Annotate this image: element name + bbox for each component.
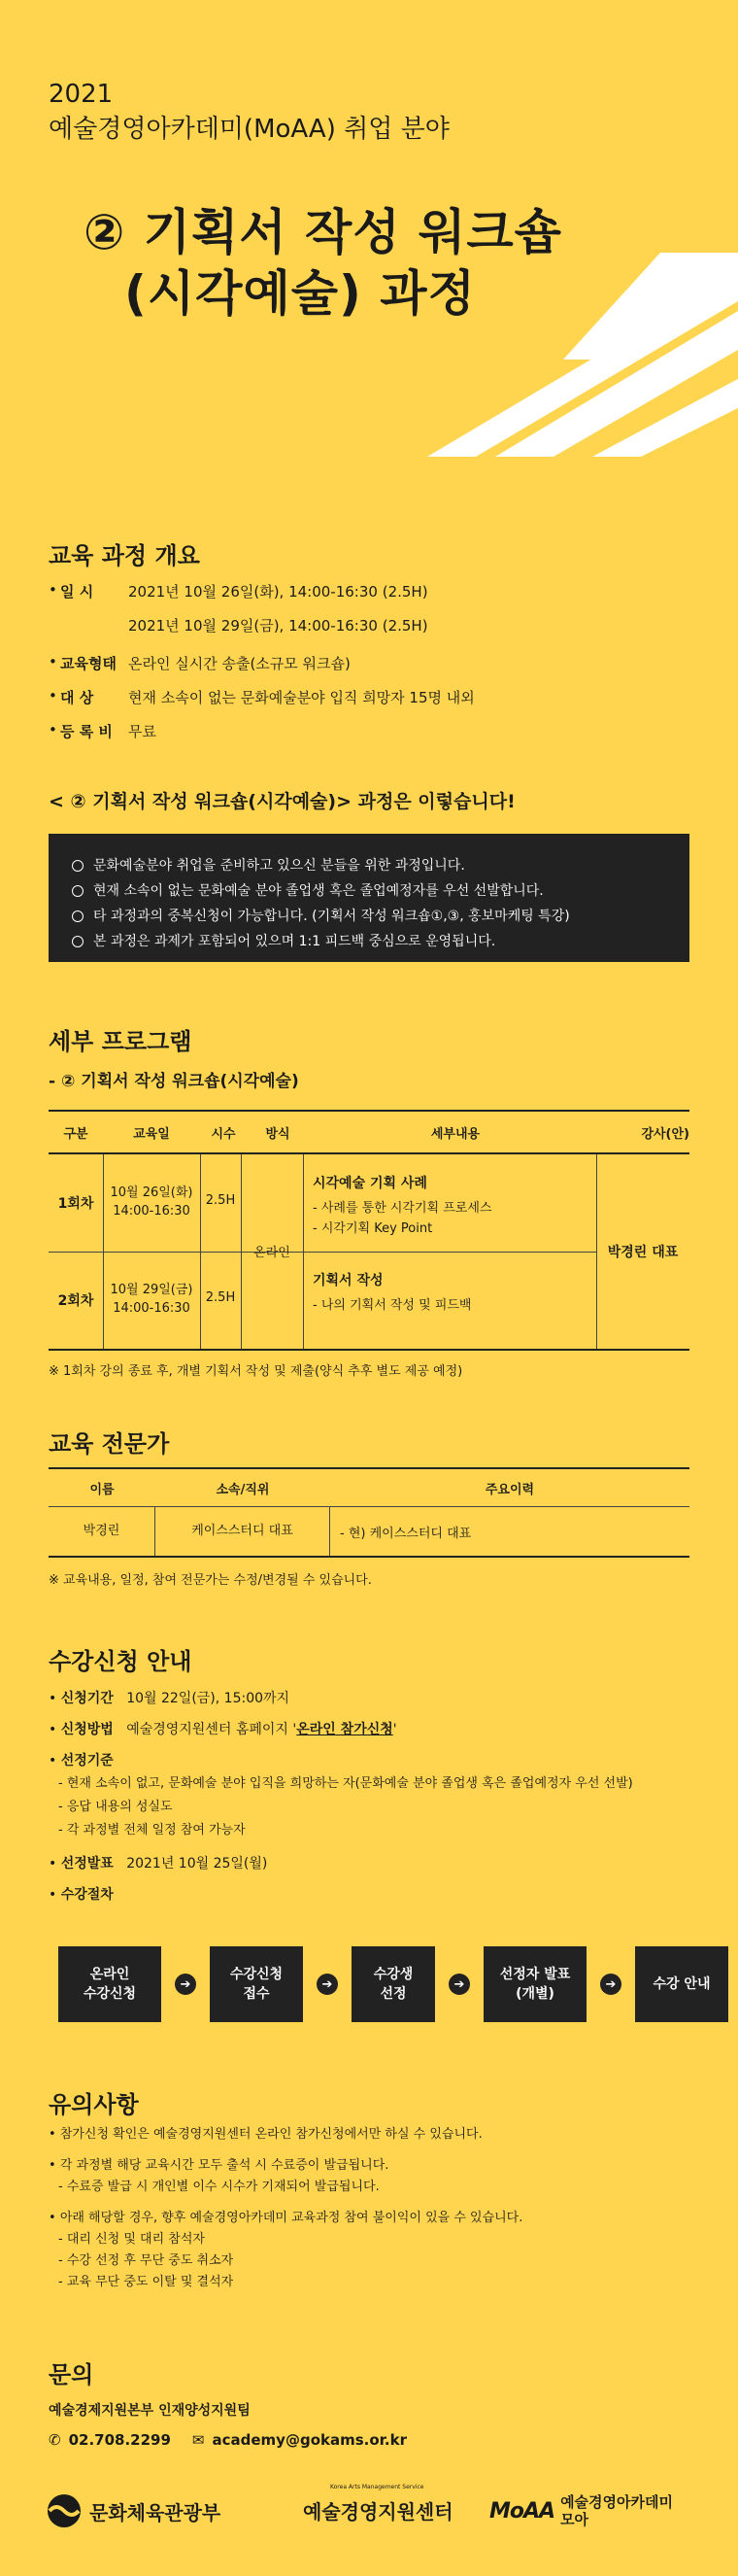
row2-hours: 2.5H xyxy=(205,1290,236,1305)
page-title-line2: (시각예술) 과정 xyxy=(124,265,476,322)
overview-item: • 교육형태 온라인 실시간 송출(소규모 워크숍) xyxy=(49,653,351,672)
circle-icon xyxy=(72,885,84,897)
experts-note: ※ 교육내용, 일정, 참여 전문가는 수정/변경될 수 있습니다. xyxy=(49,1573,372,1588)
header-subtitle: 예술경영아카데미(MoAA) 취업 분야 xyxy=(49,115,450,144)
intro-heading: < ② 기획서 작성 워크숍(시각예술)> 과정은 이렇습니다! xyxy=(49,791,516,812)
step-announce: 선정자 발표 (개별) xyxy=(484,1946,587,2022)
arrow-right-icon: ➔ xyxy=(175,1974,196,1995)
overview-list xyxy=(49,581,689,741)
arrow-right-icon: ➔ xyxy=(317,1974,338,1995)
overview-title: 교육 과정 개요 xyxy=(49,542,200,569)
row1-date: 10월 26일(화) 14:00-16:30 xyxy=(110,1185,193,1219)
program-subtitle: - ② 기획서 작성 워크숍(시각예술) xyxy=(49,1072,299,1091)
intro-box xyxy=(49,834,689,962)
notes-title: 유의사항 xyxy=(49,2091,139,2118)
row1-no: 1회차 xyxy=(57,1196,94,1212)
notes-item: • 참가신청 확인은 예술경영지원센터 온라인 참가신청에서만 하실 수 있습니다. xyxy=(49,2127,483,2142)
circle-icon xyxy=(72,910,84,922)
intro-item: 본 과정은 과제가 포함되어 있으며 1:1 피드백 중심으로 운영됩니다. xyxy=(72,929,666,954)
apply-steps xyxy=(58,1946,728,2022)
notes-list: • 참가신청 확인은 예술경영지원센터 온라인 참가신청에서만 하실 수 있습니다. • 각 과정별 해당 교육시간 모두 출석 시 수료증이 발급됩니다. - 수료증 발급 시 개인별 이수 시수가 기재되어 발급됩니다. • 아래 해당할 경우, 향후 예술경영아카데미 교육과정 참여 불이익이 있을 수 있습니다. - 대리 신청 및 대리 참석자 - 수강 선정 후 무단 중도 취소자 - 교육 무단 중도 이탈 및 결석자 xyxy=(49,2124,709,2293)
circle-icon xyxy=(72,860,84,872)
program-body xyxy=(49,1154,689,1349)
intro-item: 타 과정과의 중복신청이 가능합니다. (기획서 작성 워크숍①,③, 홍보마케팅 특강) xyxy=(72,904,666,929)
step-guide: 수강 안내 xyxy=(635,1946,728,2022)
step-selection: 수강생 선정 xyxy=(352,1946,435,2022)
row2-date: 10월 29일(금) 14:00-16:30 xyxy=(110,1283,193,1316)
apply-criteria: • 선정기준 xyxy=(49,1753,114,1769)
page-title-line1: ② 기획서 작성 워크숍 xyxy=(84,204,562,260)
circle-icon xyxy=(72,936,84,947)
logo-moaa: MoAA 예술경영아카데미 모아 xyxy=(489,2493,673,2528)
experts-header-row: 이름 소속/직위 주요이력 xyxy=(89,1482,535,1497)
contact-dept: 예술경제지원본부 인재양성지원팀 xyxy=(49,2403,251,2419)
phone-icon: ✆ xyxy=(49,2431,61,2449)
overview-item: • 대 상 현재 소속이 없는 문화예술분야 입직 희망자 15명 내외 xyxy=(49,687,475,706)
step-receipt: 수강신청 접수 xyxy=(210,1946,303,2022)
logo-kams: Korea Arts Management Service 예술경영지원센터 xyxy=(303,2484,453,2524)
logo-mcst: 문화체육관광부 xyxy=(47,2493,220,2528)
decorative-stripes xyxy=(418,253,738,457)
apply-announce: • 선정발표 2021년 10월 25일(월) xyxy=(49,1856,268,1872)
contact-phone: 02.708.2299 xyxy=(68,2431,171,2449)
experts-table xyxy=(49,1467,689,1588)
apply-period: • 신청기간 10월 22일(금), 15:00까지 xyxy=(49,1691,290,1706)
row1-hours: 2.5H xyxy=(205,1193,236,1208)
apply-title: 수강신청 안내 xyxy=(49,1648,192,1675)
mail-icon: ✉ xyxy=(191,2431,205,2449)
arrow-right-icon: ➔ xyxy=(600,1974,621,1995)
online-apply-link[interactable]: 온라인 참가신청 xyxy=(296,1722,393,1737)
overview-item: • 일 시 2021년 10월 26일(화), 14:00-16:30 (2.5H) xyxy=(49,581,428,601)
contact-title: 문의 xyxy=(49,2361,94,2388)
header-year: 2021 xyxy=(49,80,114,109)
program-table xyxy=(49,1110,689,1379)
intro-item: 문화예술분야 취업을 준비하고 있으신 분들을 위한 과정입니다. xyxy=(72,853,666,878)
row2-content: 기획서 작성 - 나의 기획서 작성 및 피드백 xyxy=(313,1273,472,1313)
program-title: 세부 프로그램 xyxy=(49,1028,192,1055)
mcst-emblem-icon xyxy=(47,2493,82,2528)
notes-item: • 아래 해당할 경우, 향후 예술경영아카데미 교육과정 참여 불이익이 있을 수 있습니다. xyxy=(49,2211,523,2225)
program-header-row: 구분 교육일 시수 방식 세부내용 강사(안) xyxy=(63,1126,689,1142)
program-method: 온라인 xyxy=(253,1246,290,1260)
experts-title: 교육 전문가 xyxy=(49,1430,170,1458)
apply-method: • 신청방법 예술경영지원센터 홈페이지 '온라인 참가신청' xyxy=(49,1722,397,1737)
row2-no: 2회차 xyxy=(57,1293,94,1309)
contact-line xyxy=(49,2431,407,2449)
apply-steps-label: • 수강절차 xyxy=(49,1887,114,1903)
intro-item: 현재 소속이 없는 문화예술 분야 졸업생 혹은 졸업예정자를 우선 선발합니다. xyxy=(72,878,666,904)
experts-row: 박경린 케이스스터디 대표 - 현) 케이스스터디 대표 xyxy=(49,1507,689,1556)
arrow-right-icon: ➔ xyxy=(449,1974,470,1995)
overview-item: • 등 록 비 무료 xyxy=(49,721,156,740)
contact-email[interactable]: academy@gokams.or.kr xyxy=(212,2431,407,2449)
row1-content: 시각예술 기획 사례 - 사례를 통한 시각기획 프로세스 - 시각기획 Key Point xyxy=(313,1176,492,1236)
apply-info: • 신청기간 10월 22일(금), 15:00까지 • 신청방법 예술경영지원센터 홈페이지 '온라인 참가신청' • 선정기준 - 현재 소속이 없고, 문화예술 분야 입직을 희망하는 자(문화예술 분야 졸업생 혹은 졸업예정자 우선 선발) - 응답 내용의 성실도 - 각 과정별 전체 일정 참여 가능자 • 선정발표 2021년 10월 25일(월) • 수강절차 xyxy=(49,1687,709,1906)
program-note: ※ 1회차 강의 종료 후, 개별 기획서 작성 및 제출(양식 추후 별도 제공 예정) xyxy=(49,1364,463,1379)
step-online-apply: 온라인 수강신청 xyxy=(58,1946,161,2022)
notes-item: • 각 과정별 해당 교육시간 모두 출석 시 수료증이 발급됩니다. xyxy=(49,2158,389,2173)
overview-item: 2021년 10월 29일(금), 14:00-16:30 (2.5H) xyxy=(128,617,428,635)
program-instructor: 박경린 대표 xyxy=(607,1245,679,1260)
